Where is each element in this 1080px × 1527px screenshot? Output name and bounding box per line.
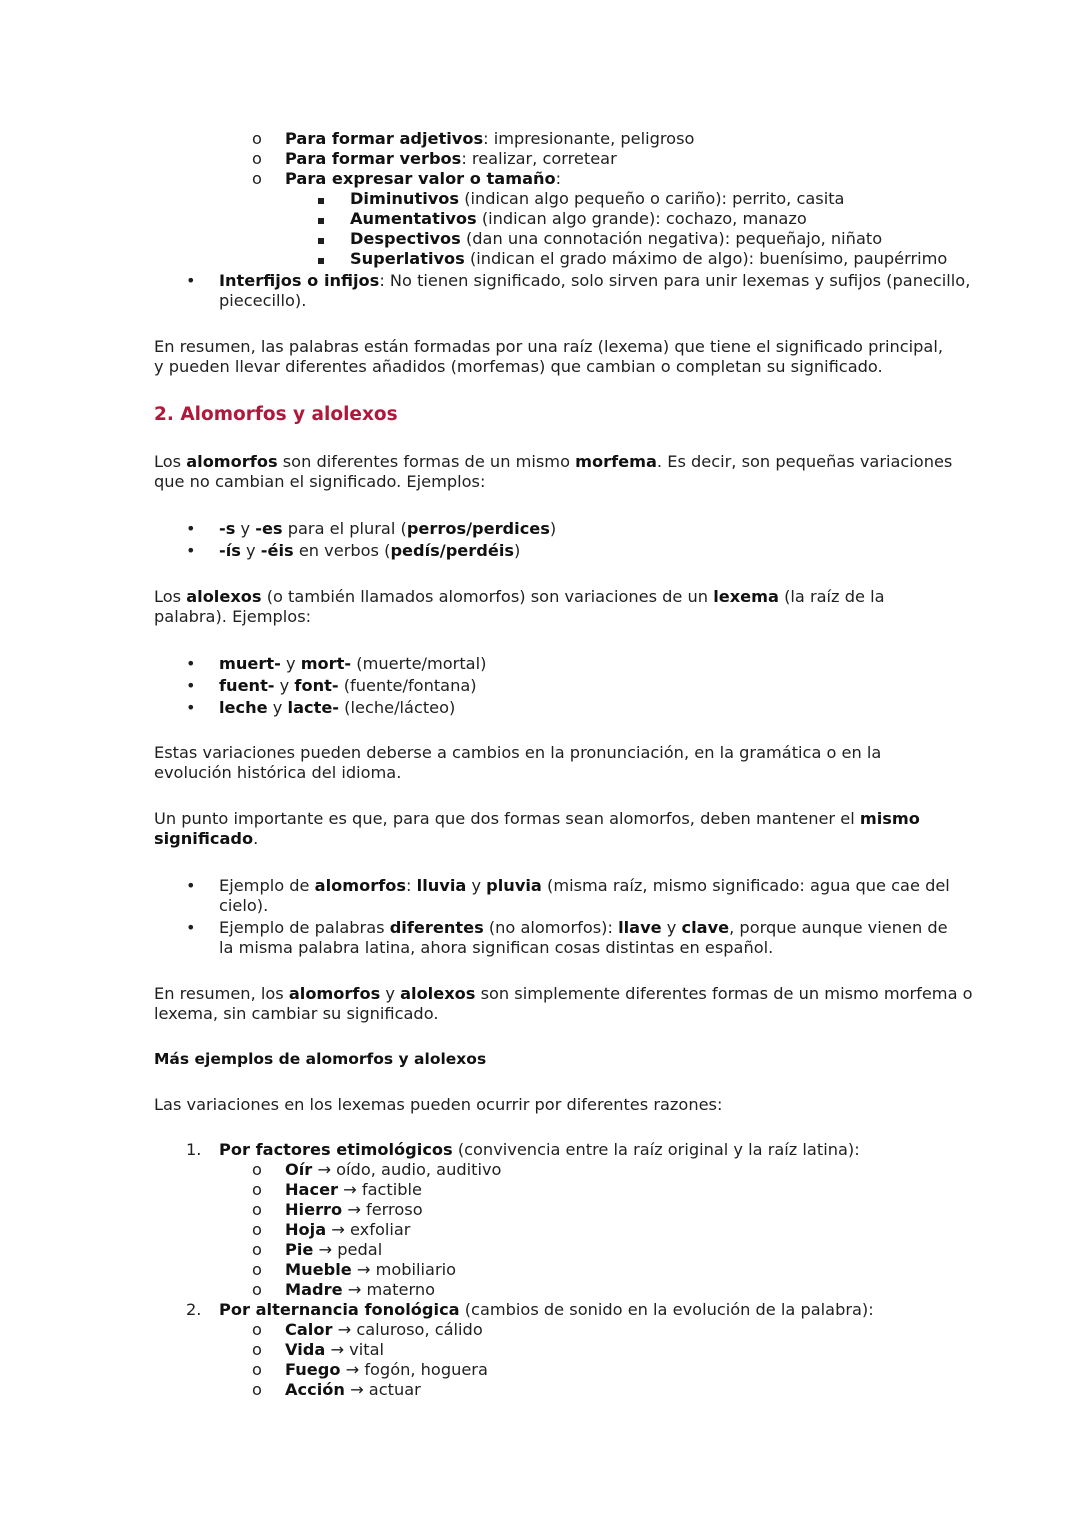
list-item: Para expresar valor o tamaño: bbox=[285, 169, 562, 188]
list-item: Acción → actuar bbox=[285, 1380, 421, 1399]
list-item: Despectivos (dan una connotación negativa): pequeñajo, niñato bbox=[350, 229, 883, 248]
paragraph-line: Los alomorfos son diferentes formas de un mismo morfema. Es decir, son pequeñas variaciones bbox=[154, 452, 953, 471]
list-item: Aumentativos (indican algo grande): cochazo, manazo bbox=[350, 209, 807, 228]
list-item: Hacer → factible bbox=[285, 1180, 422, 1199]
list-item: Hierro → ferroso bbox=[285, 1200, 423, 1219]
paragraph-line: En resumen, las palabras están formadas por una raíz (lexema) que tiene el significado principal, bbox=[154, 337, 943, 356]
list-item: Diminutivos (indican algo pequeño o cariño): perrito, casita bbox=[350, 189, 845, 208]
list-item: Hoja → exfoliar bbox=[285, 1220, 411, 1239]
list-item-continuation: la misma palabra latina, ahora significan cosas distintas en español. bbox=[219, 938, 774, 957]
paragraph-line: En resumen, los alomorfos y alolexos son simplemente diferentes formas de un mismo morfema o bbox=[154, 984, 973, 1003]
paragraph-line: que no cambian el significado. Ejemplos: bbox=[154, 472, 486, 491]
paragraph-line: lexema, sin cambiar su significado. bbox=[154, 1004, 439, 1023]
circle-bullet-icon: o bbox=[252, 1200, 262, 1219]
list-item-continuation: cielo). bbox=[219, 896, 269, 915]
section-heading: 2. Alomorfos y alolexos bbox=[154, 404, 398, 425]
paragraph-line: Un punto importante es que, para que dos formas sean alomorfos, deben mantener el mismo bbox=[154, 809, 920, 828]
list-item: Oír → oído, audio, auditivo bbox=[285, 1160, 502, 1179]
list-number: 2. bbox=[186, 1300, 202, 1319]
bullet-icon: • bbox=[186, 876, 196, 895]
bullet-icon: • bbox=[186, 698, 196, 717]
circle-bullet-icon: o bbox=[252, 1240, 262, 1259]
list-item: Ejemplo de alomorfos: lluvia y pluvia (misma raíz, mismo significado: agua que cae del bbox=[219, 876, 950, 895]
list-item: Madre → materno bbox=[285, 1280, 435, 1299]
circle-bullet-icon: o bbox=[252, 1340, 262, 1359]
list-item: Interfijos o infijos: No tienen significado, solo sirven para unir lexemas y sufijos (panecillo, bbox=[219, 271, 971, 290]
list-item: Por alternancia fonológica (cambios de sonido en la evolución de la palabra): bbox=[219, 1300, 874, 1319]
circle-bullet-icon: o bbox=[252, 1220, 262, 1239]
list-item: Para formar adjetivos: impresionante, peligroso bbox=[285, 129, 695, 148]
paragraph-line: evolución histórica del idioma. bbox=[154, 763, 402, 782]
paragraph-line: y pueden llevar diferentes añadidos (morfemas) que cambian o completan su significado. bbox=[154, 357, 883, 376]
list-item: -s y -es para el plural (perros/perdices) bbox=[219, 519, 557, 538]
circle-bullet-icon: o bbox=[252, 1320, 262, 1339]
square-bullet-icon bbox=[318, 229, 324, 249]
square-bullet-icon bbox=[318, 209, 324, 229]
list-item-continuation: piececillo). bbox=[219, 291, 307, 310]
list-item: Vida → vital bbox=[285, 1340, 385, 1359]
list-item: Por factores etimológicos (convivencia entre la raíz original y la raíz latina): bbox=[219, 1140, 860, 1159]
circle-bullet-icon: o bbox=[252, 1280, 262, 1299]
list-number: 1. bbox=[186, 1140, 202, 1159]
circle-bullet-icon: o bbox=[252, 169, 262, 188]
bullet-icon: • bbox=[186, 519, 196, 538]
paragraph-line: Los alolexos (o también llamados alomorfos) son variaciones de un lexema (la raíz de la bbox=[154, 587, 885, 606]
list-item: Calor → caluroso, cálido bbox=[285, 1320, 483, 1339]
square-bullet-icon bbox=[318, 189, 324, 209]
bullet-icon: • bbox=[186, 271, 196, 290]
bullet-icon: • bbox=[186, 676, 196, 695]
paragraph-line: significado. bbox=[154, 829, 259, 848]
list-item: Fuego → fogón, hoguera bbox=[285, 1360, 488, 1379]
list-item: Pie → pedal bbox=[285, 1240, 383, 1259]
bullet-icon: • bbox=[186, 654, 196, 673]
circle-bullet-icon: o bbox=[252, 1260, 262, 1279]
paragraph-line: palabra). Ejemplos: bbox=[154, 607, 312, 626]
bullet-icon: • bbox=[186, 918, 196, 937]
paragraph-line: Estas variaciones pueden deberse a cambios en la pronunciación, en la gramática o en la bbox=[154, 743, 882, 762]
list-item: Para formar verbos: realizar, corretear bbox=[285, 149, 617, 168]
paragraph-line: Las variaciones en los lexemas pueden ocurrir por diferentes razones: bbox=[154, 1095, 723, 1114]
list-item: -ís y -éis en verbos (pedís/perdéis) bbox=[219, 541, 521, 560]
list-item: muert- y mort- (muerte/mortal) bbox=[219, 654, 487, 673]
list-item: fuent- y font- (fuente/fontana) bbox=[219, 676, 477, 695]
bullet-icon: • bbox=[186, 541, 196, 560]
subheading: Más ejemplos de alomorfos y alolexos bbox=[154, 1050, 487, 1068]
list-item: Mueble → mobiliario bbox=[285, 1260, 457, 1279]
list-item: leche y lacte- (leche/lácteo) bbox=[219, 698, 456, 717]
circle-bullet-icon: o bbox=[252, 1180, 262, 1199]
circle-bullet-icon: o bbox=[252, 1160, 262, 1179]
circle-bullet-icon: o bbox=[252, 1380, 262, 1399]
circle-bullet-icon: o bbox=[252, 149, 262, 168]
list-item: Superlativos (indican el grado máximo de algo): buenísimo, paupérrimo bbox=[350, 249, 948, 268]
circle-bullet-icon: o bbox=[252, 129, 262, 148]
list-item: Ejemplo de palabras diferentes (no alomorfos): llave y clave, porque aunque vienen de bbox=[219, 918, 948, 937]
square-bullet-icon bbox=[318, 249, 324, 269]
circle-bullet-icon: o bbox=[252, 1360, 262, 1379]
